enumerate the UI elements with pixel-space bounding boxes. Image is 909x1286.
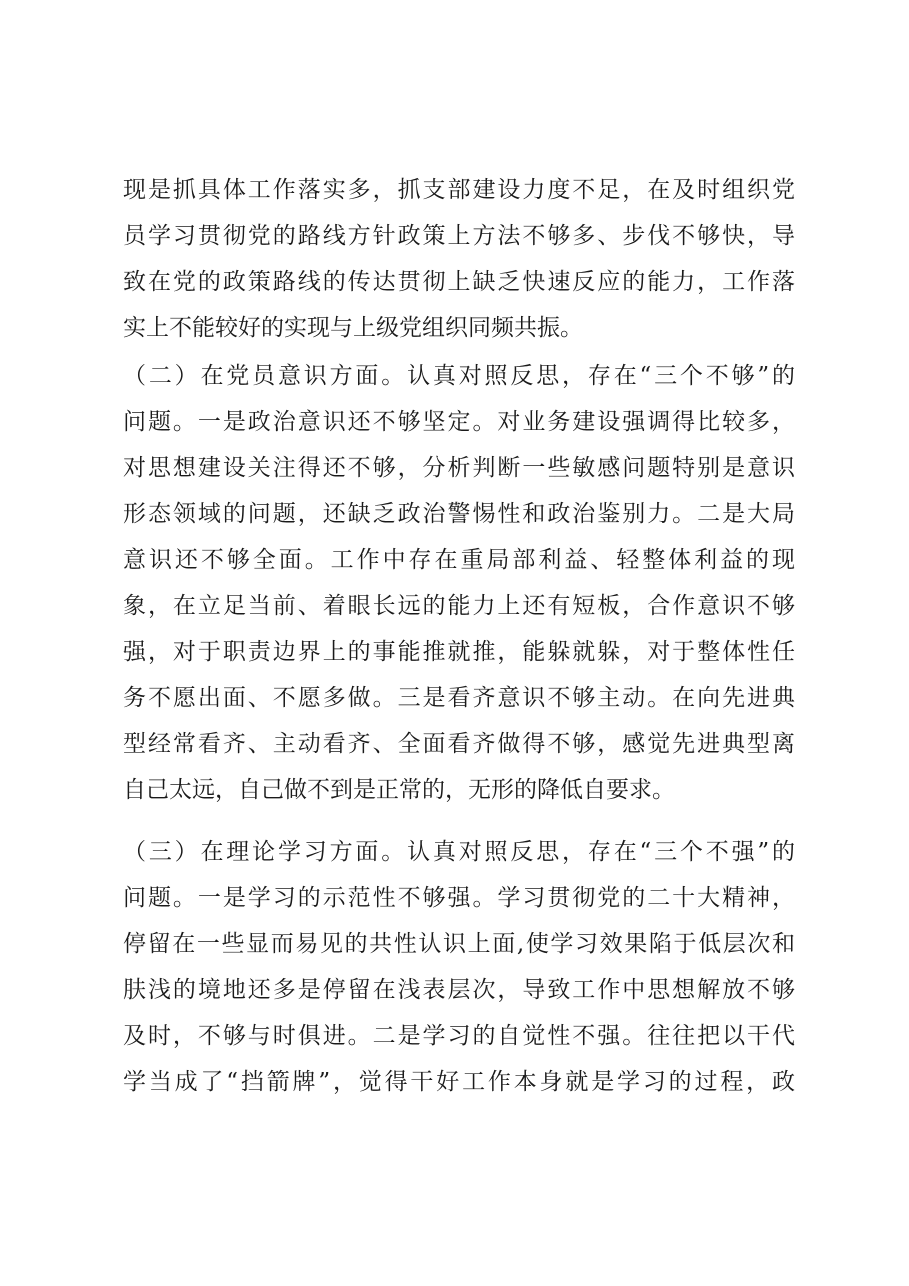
text-line: 象，在立足当前、着眼长远的能力上还有短板，合作意识不够 [123,593,795,619]
text-line: 问题。一是政治意识还不够坚定。对业务建设强调得比较多， [123,409,795,435]
text-line: 务不愿出面、不愿多做。三是看齐意识不够主动。在向先进典 [123,685,795,711]
text-line: 强，对于职责边界上的事能推就推，能躲就躲，对于整体性任 [123,639,795,665]
paragraph-heading-line: （二）在党员意识方面。认真对照反思，存在“三个不够”的 [123,363,795,389]
text-line: 学当成了“挡箭牌”，觉得干好工作本身就是学习的过程，政 [123,1069,795,1095]
text-line: 型经常看齐、主动看齐、全面看齐做得不够，感觉先进典型离 [123,731,795,757]
text-line: 实上不能较好的实现与上级党组织同频共振。 [123,315,583,341]
text-line: 问题。一是学习的示范性不够强。学习贯彻党的二十大精神， [123,885,795,911]
text-line: 意识还不够全面。工作中存在重局部利益、轻整体利益的现 [123,547,795,573]
paragraph-heading-line: （三）在理论学习方面。认真对照反思，存在“三个不强”的 [123,839,795,865]
text-line: 自己太远，自己做不到是正常的，无形的降低自要求。 [123,777,675,803]
text-line: 形态领域的问题，还缺乏政治警惕性和政治鉴别力。二是大局 [123,501,795,527]
text-line: 对思想建设关注得还不够，分析判断一些敏感问题特别是意识 [123,455,795,481]
text-line: 停留在一些显而易见的共性认识上面,使学习效果陷于低层次和 [123,931,795,957]
text-line: 及时，不够与时俱进。二是学习的自觉性不强。往往把以干代 [123,1023,795,1049]
text-line: 肤浅的境地还多是停留在浅表层次，导致工作中思想解放不够 [123,977,795,1003]
text-line: 致在党的政策路线的传达贯彻上缺乏快速反应的能力，工作落 [123,269,795,295]
text-line: 现是抓具体工作落实多，抓支部建设力度不足，在及时组织党 [123,177,795,203]
text-line: 员学习贯彻党的路线方针政策上方法不够多、步伐不够快，导 [123,223,795,249]
